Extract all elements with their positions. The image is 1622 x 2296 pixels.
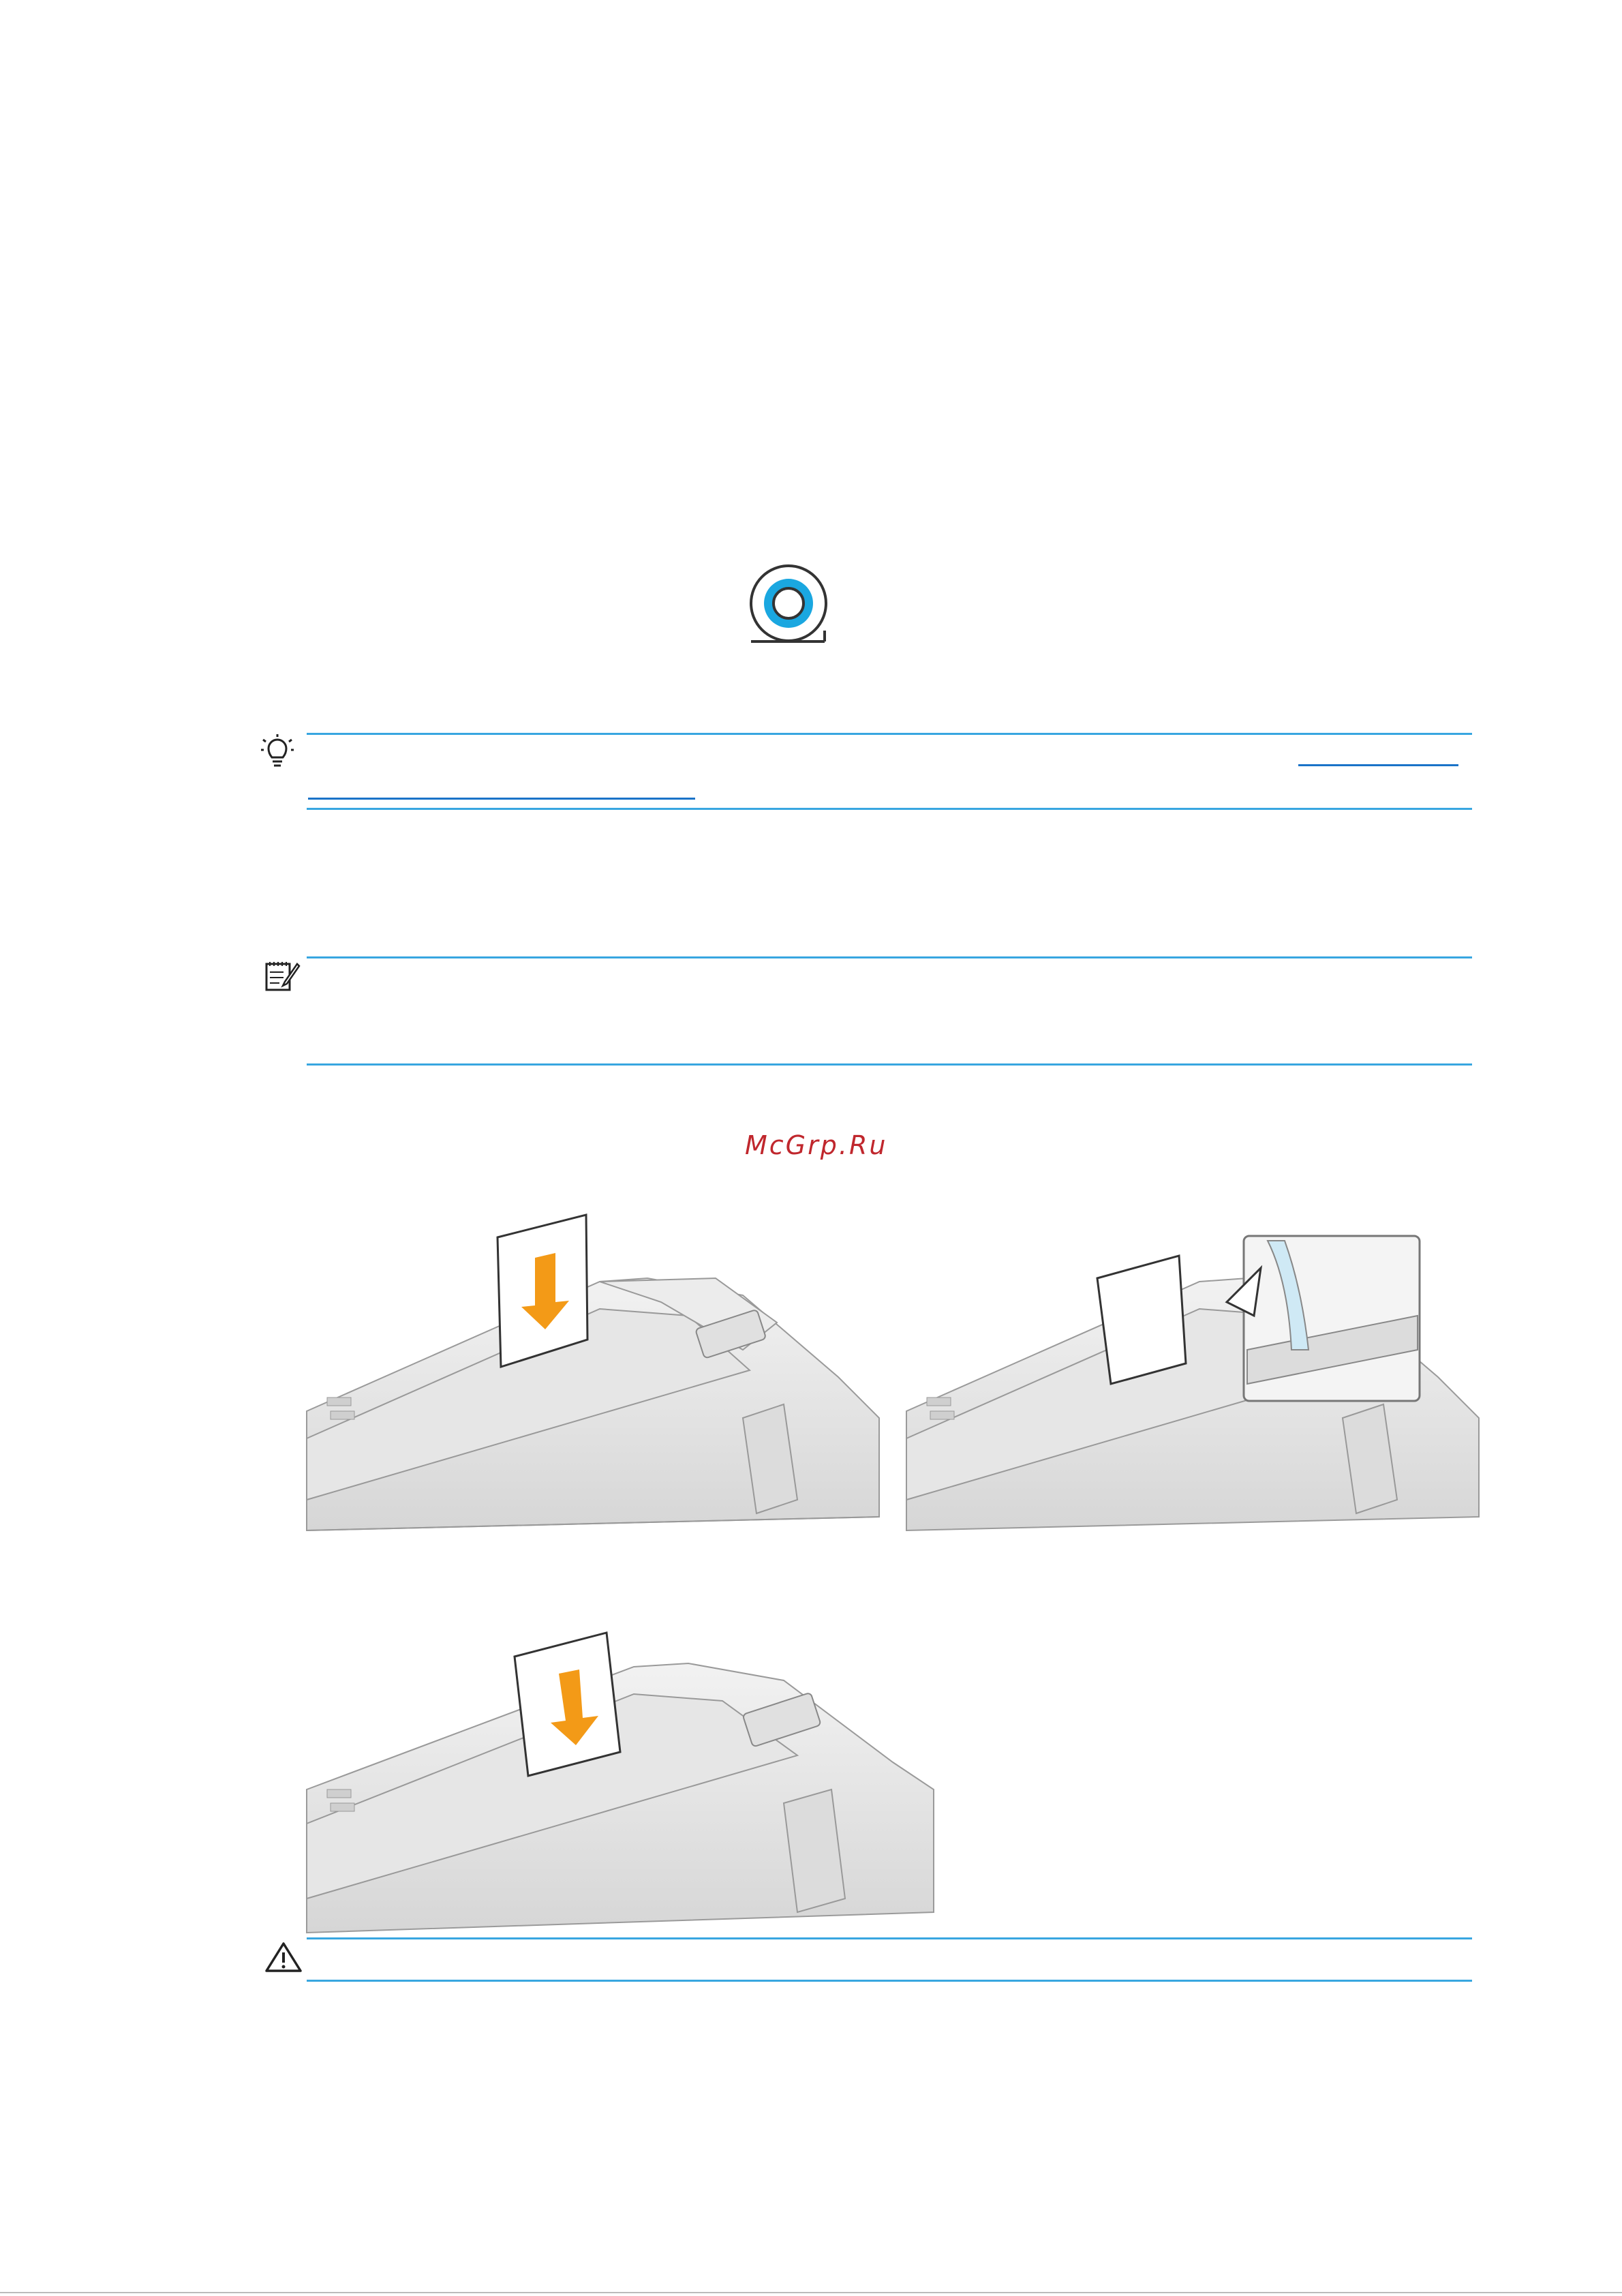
- caution-top-rule: [307, 1937, 1472, 1939]
- tip-bottom-rule: [307, 808, 1472, 810]
- tip-link-underline-1[interactable]: [1298, 764, 1458, 766]
- tip-top-rule: [307, 733, 1472, 735]
- roll-paper-icon: [743, 562, 835, 651]
- tip-link-underline-2[interactable]: [308, 798, 695, 800]
- caution-triangle-icon: [264, 1941, 303, 1974]
- footer-rule: [0, 2292, 1622, 2293]
- printer-illustration-1: [307, 1213, 879, 1530]
- printer-illustration-3: [307, 1626, 934, 1933]
- lightbulb-tip-icon: [260, 733, 294, 770]
- note-top-rule: [307, 956, 1472, 958]
- note-bottom-rule: [307, 1063, 1472, 1066]
- watermark: McGrp.Ru: [745, 1130, 888, 1160]
- note-pad-icon: [264, 960, 300, 994]
- caution-bottom-rule: [307, 1980, 1472, 1982]
- printer-illustration-2: [906, 1213, 1479, 1530]
